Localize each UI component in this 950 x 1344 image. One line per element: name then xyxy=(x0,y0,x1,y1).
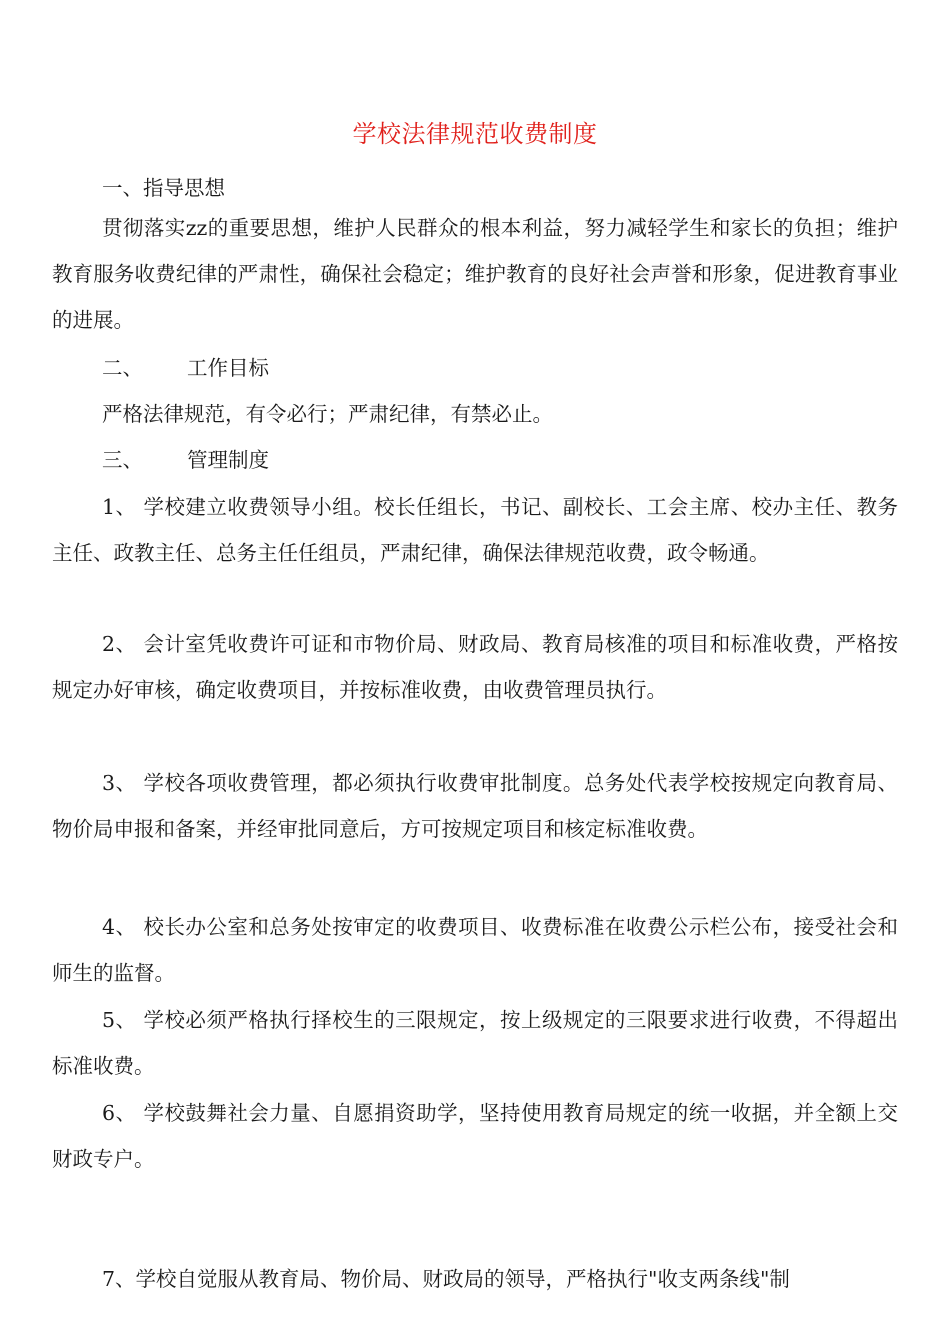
list-item: 5、 学校必须严格执行择校生的三限规定，按上级规定的三限要求进行收费，不得超出标准收费。 xyxy=(52,1008,898,1078)
section-number: 二、 xyxy=(102,356,143,380)
document-title: 学校法律规范收费制度 xyxy=(352,120,598,148)
section-heading-work-goal xyxy=(102,350,269,386)
list-item: 7、学校自觉服从教育局、物价局、财政局的领导，严格执行"收支两条线"制 xyxy=(102,1267,790,1291)
list-item: 4、 校长办公室和总务处按审定的收费项目、收费标准在收费公示栏公布，接受社会和师生的监督。 xyxy=(52,915,898,985)
section-label: 管理制度 xyxy=(187,448,269,472)
list-item: 2、 会计室凭收费许可证和市物价局、财政局、教育局核准的项目和标准收费，严格按规定办好审核，确定收费项目，并按标准收费，由收费管理员执行。 xyxy=(52,632,898,702)
section-label: 工作目标 xyxy=(187,356,269,380)
section-heading-management-system xyxy=(102,442,269,478)
section-number: 三、 xyxy=(102,448,143,472)
list-item: 6、 学校鼓舞社会力量、自愿捐资助学，坚持使用教育局规定的统一收据，并全额上交财政专户。 xyxy=(52,1101,898,1171)
list-item: 1、 学校建立收费领导小组。校长任组长，书记、副校长、工会主席、校办主任、教务主任、政教主任、总务主任任组员，严肃纪律，确保法律规范收费，政令畅通。 xyxy=(52,495,898,565)
guiding-thought-paragraph: 贯彻落实zz的重要思想，维护人民群众的根本利益，努力减轻学生和家长的负担；维护教育服务收费纪律的严肃性，确保社会稳定；维护教育的良好社会声誉和形象，促进教育事业的进展。 xyxy=(52,216,898,332)
section-heading-guiding-thought: 一、指导思想 xyxy=(102,176,225,200)
work-goal-paragraph: 严格法律规范，有令必行；严肃纪律，有禁必止。 xyxy=(102,402,553,426)
list-item: 3、 学校各项收费管理，都必须执行收费审批制度。总务处代表学校按规定向教育局、物价局申报和备案，并经审批同意后，方可按规定项目和核定标准收费。 xyxy=(52,771,898,841)
